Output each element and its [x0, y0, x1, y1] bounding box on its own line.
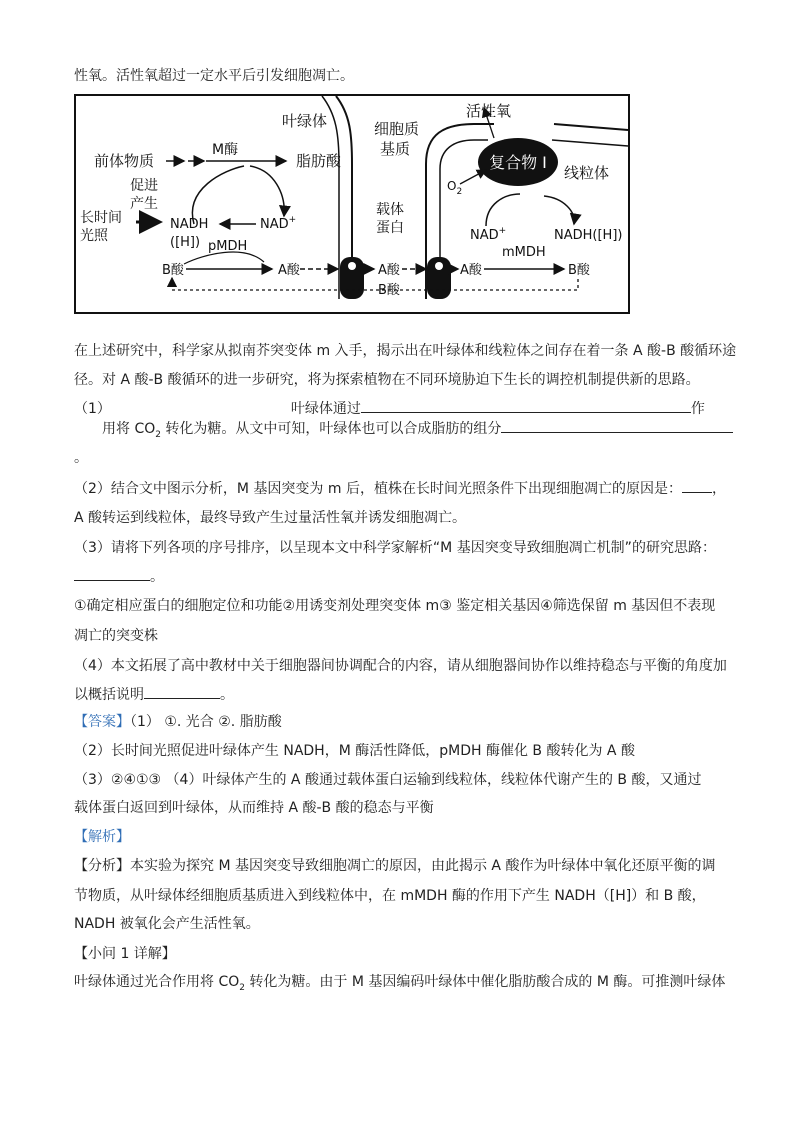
- nadh-left: NADH: [170, 217, 209, 232]
- q3-line1: （3）请将下列各项的序号排序，以呈现本文中科学家解析“M 基因突变导致细胞凋亡机制”的研究思路：: [74, 540, 716, 556]
- promote-label-1: 促进: [130, 178, 158, 194]
- analysis-line2: 节物质，从叶绿体经细胞质基质进入到线粒体中，在 mMDH 酶的作用下产生 NADH（[H]）和 B 酸，: [74, 888, 706, 904]
- answer-label: 【答案】: [74, 714, 130, 730]
- q1-line2: 用将 $CO_2$ 转化为糖。从文中可知，叶绿体也可以合成脂肪的组分: [102, 418, 733, 445]
- h-left: ([H]): [170, 235, 201, 250]
- answer-line1: 【答案】（1） ①. 光合 ②. 脂肪酸: [74, 714, 282, 730]
- nad-right: NAD+: [470, 226, 507, 243]
- cytoplasm-label-2: 基质: [380, 140, 411, 158]
- chloroplast-label: 叶绿体: [282, 112, 328, 130]
- long-light-label-1: 长时间: [80, 210, 122, 226]
- pmdh-label: pMDH: [208, 239, 248, 254]
- m-enzyme-label: M酶: [212, 142, 239, 158]
- o2-label: $O_2$: [447, 179, 463, 197]
- b-acid-left: B酸: [162, 263, 184, 278]
- carrier-label-2: 蛋白: [376, 220, 404, 236]
- fatty-acid-label: 脂肪酸: [296, 152, 342, 170]
- pathway-diagram: [74, 94, 630, 314]
- q1-blank-1[interactable]: [361, 398, 691, 413]
- long-light-label-2: 光照: [80, 228, 108, 244]
- q4-line2: 以概括说明 。: [74, 684, 234, 705]
- q1-blank-2[interactable]: [501, 418, 733, 433]
- q4-line1: （4）本文拓展了高中教材中关于细胞器间协调配合的内容，请从细胞器间协作以维持稳态与平衡的角度加: [74, 658, 727, 674]
- b-acid-mid: B酸: [378, 283, 400, 298]
- nad-left: NAD+: [260, 215, 297, 232]
- answer-line3: （3）②④①③ （4）叶绿体产生的 A 酸通过载体蛋白运输到线粒体，线粒体代谢产生的 B 酸，又通过: [74, 772, 702, 788]
- analysis-label: 【解析】: [74, 829, 130, 845]
- q3-items-line1: ①确定相应蛋白的细胞定位和功能②用诱变剂处理突变体 m③ 鉴定相关基因④筛选保留 m 基因但不表现: [74, 598, 716, 614]
- q3-blank-line: 。: [74, 566, 164, 587]
- q2-line1: （2）结合文中图示分析，M 基因突变为 m 后，植株在长时间光照条件下出现细胞凋亡的原因是： ，: [74, 478, 726, 499]
- cytoplasm-label-1: 细胞质: [374, 120, 420, 138]
- q3-items-line2: 凋亡的突变株: [74, 628, 158, 644]
- promote-label-2: 产生: [130, 196, 158, 212]
- sub-question-heading: 【小问 1 详解】: [74, 946, 176, 962]
- q4-blank[interactable]: [144, 684, 220, 699]
- nadh-right: NADH([H]): [554, 228, 623, 243]
- analysis-line1: 【分析】本实验为探究 M 基因突变导致细胞凋亡的原因，由此揭示 A 酸作为叶绿体中氧化还原平衡的调: [74, 858, 716, 874]
- para1-line1: 在上述研究中，科学家从拟南芥突变体 m 入手，揭示出在叶绿体和线粒体之间存在着一条 A 酸-B 酸循环途: [74, 343, 737, 359]
- b-acid-right: B酸: [568, 263, 590, 278]
- active-oxygen-label: 活性氧: [466, 102, 512, 120]
- mmdh-label: mMDH: [502, 245, 546, 260]
- para1-line2: 径。对 A 酸-B 酸循环的进一步研究，将为探索植物在不同环境胁迫下生长的调控机制提供新的思路。: [74, 372, 700, 388]
- a-acid-right: A酸: [460, 263, 482, 278]
- answer-line2: （2）长时间光照促进叶绿体产生 NADH，M 酶活性降低，pMDH 酶催化 B 酸转化为 A 酸: [74, 743, 635, 759]
- q1-end: 。: [74, 450, 88, 466]
- analysis-line3: NADH 被氧化会产生活性氧。: [74, 916, 260, 932]
- q2-line2: A 酸转运到线粒体，最终导致产生过量活性氧并诱发细胞凋亡。: [74, 510, 467, 526]
- intro-line: 性氧。活性氧超过一定水平后引发细胞凋亡。: [74, 68, 354, 84]
- mitochondrion-label: 线粒体: [564, 164, 610, 182]
- answer-line4: 载体蛋白返回到叶绿体，从而维持 A 酸-B 酸的稳态与平衡: [74, 800, 434, 816]
- q1-line1: （1） 叶绿体通过 作: [74, 398, 705, 419]
- complex-label: 复合物 I: [489, 153, 547, 172]
- detail-line1: 叶绿体通过光合作用将 $CO_2$ 转化为糖。由于 M 基因编码叶绿体中催化脂肪酸合成的 M 酶。可推测叶绿体: [74, 974, 726, 993]
- carrier-label-1: 载体: [376, 202, 404, 218]
- q3-blank[interactable]: [74, 566, 150, 581]
- a-acid-left: A酸: [278, 263, 300, 278]
- a-acid-mid: A酸: [378, 263, 400, 278]
- precursor-label: 前体物质: [94, 152, 155, 170]
- q2-blank[interactable]: [682, 478, 712, 493]
